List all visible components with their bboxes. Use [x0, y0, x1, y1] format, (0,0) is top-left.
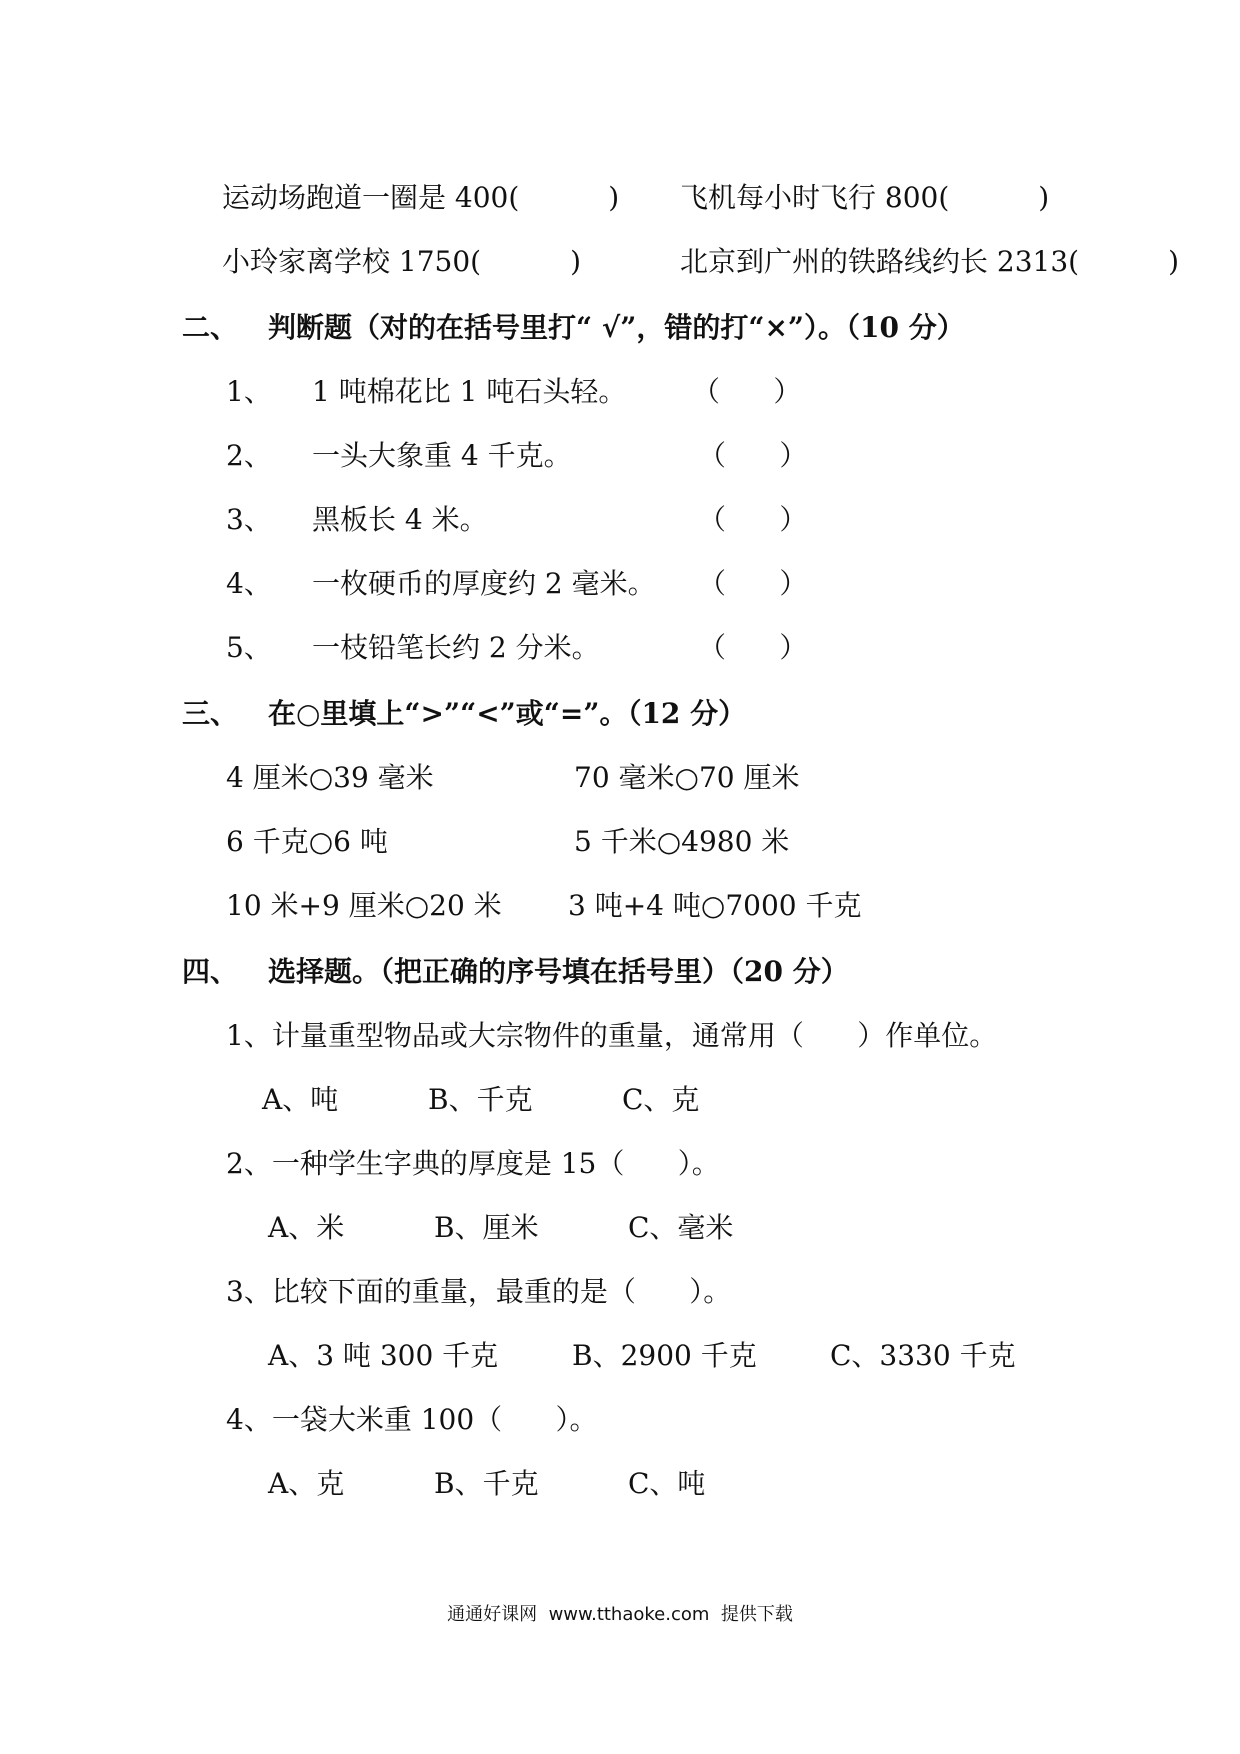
- section3-number: 三、: [182, 697, 239, 730]
- judge-item-1-text: 1 吨棉花比 1 吨石头轻。: [312, 375, 627, 408]
- section4-number: 四、: [182, 955, 239, 988]
- judge-item-4-blank: （ ）: [698, 567, 808, 600]
- section2-title: 判断题（对的在括号里打“ √”，错的打“×”）。（10 分）: [268, 311, 965, 344]
- compare-row1-left: 4 厘米○39 毫米: [226, 761, 434, 794]
- judge-item-3-text: 黑板长 4 米。: [312, 503, 488, 536]
- judge-item-1-num: 1、: [226, 375, 272, 408]
- choice-q1: 1、计量重型物品或大宗物件的重量，通常用（ ）作单位。: [226, 1019, 998, 1052]
- judge-item-1-blank: （ ）: [692, 375, 802, 408]
- page-footer: 通通好课网 www.tthaoke.com 提供下载: [447, 1604, 793, 1625]
- units-row2-left: 小玲家离学校 1750( ): [222, 245, 582, 278]
- units-row1-right: 飞机每小时飞行 800( ): [680, 181, 1050, 214]
- judge-item-5-num: 5、: [226, 631, 272, 664]
- choice-q4: 4、一袋大米重 100（ ）。: [226, 1403, 598, 1436]
- compare-row1-right: 70 毫米○70 厘米: [574, 761, 800, 794]
- choice-q2: 2、一种学生字典的厚度是 15（ ）。: [226, 1147, 720, 1180]
- judge-item-5-blank: （ ）: [698, 631, 808, 664]
- judge-item-2-text: 一头大象重 4 千克。: [312, 439, 572, 472]
- judge-item-5-text: 一枝铅笔长约 2 分米。: [312, 631, 600, 664]
- section3-title: 在○里填上“>”“<”或“=”。（12 分）: [268, 697, 747, 730]
- section2-number: 二、: [182, 311, 239, 344]
- units-row1-left: 运动场跑道一圈是 400( ): [222, 181, 620, 214]
- choice-q3: 3、比较下面的重量，最重的是（ ）。: [226, 1275, 732, 1308]
- choice-q3-b: B、2900 千克: [572, 1339, 757, 1372]
- judge-item-2-blank: （ ）: [698, 439, 808, 472]
- compare-row3-right: 3 吨+4 吨○7000 千克: [568, 889, 862, 922]
- choice-q1-a: A、吨: [262, 1083, 339, 1116]
- judge-item-3-blank: （ ）: [698, 503, 808, 536]
- choice-q2-a: A、米: [268, 1211, 345, 1244]
- choice-q3-a: A、3 吨 300 千克: [268, 1339, 499, 1372]
- compare-row2-left: 6 千克○6 吨: [226, 825, 388, 858]
- judge-item-4-num: 4、: [226, 567, 272, 600]
- choice-q1-c: C、克: [622, 1083, 700, 1116]
- choice-q1-b: B、千克: [428, 1083, 533, 1116]
- compare-row2-right: 5 千米○4980 米: [574, 825, 790, 858]
- compare-row3-left: 10 米+9 厘米○20 米: [226, 889, 502, 922]
- section4-title: 选择题。（把正确的序号填在括号里）（20 分）: [268, 955, 849, 988]
- choice-q2-c: C、毫米: [628, 1211, 734, 1244]
- choice-q4-c: C、吨: [628, 1467, 706, 1500]
- judge-item-3-num: 3、: [226, 503, 272, 536]
- judge-item-4-text: 一枚硬币的厚度约 2 毫米。: [312, 567, 656, 600]
- units-row2-right: 北京到广州的铁路线约长 2313( ): [680, 245, 1180, 278]
- choice-q2-b: B、厘米: [434, 1211, 539, 1244]
- choice-q4-a: A、克: [268, 1467, 345, 1500]
- choice-q3-c: C、3330 千克: [830, 1339, 1016, 1372]
- judge-item-2-num: 2、: [226, 439, 272, 472]
- choice-q4-b: B、千克: [434, 1467, 539, 1500]
